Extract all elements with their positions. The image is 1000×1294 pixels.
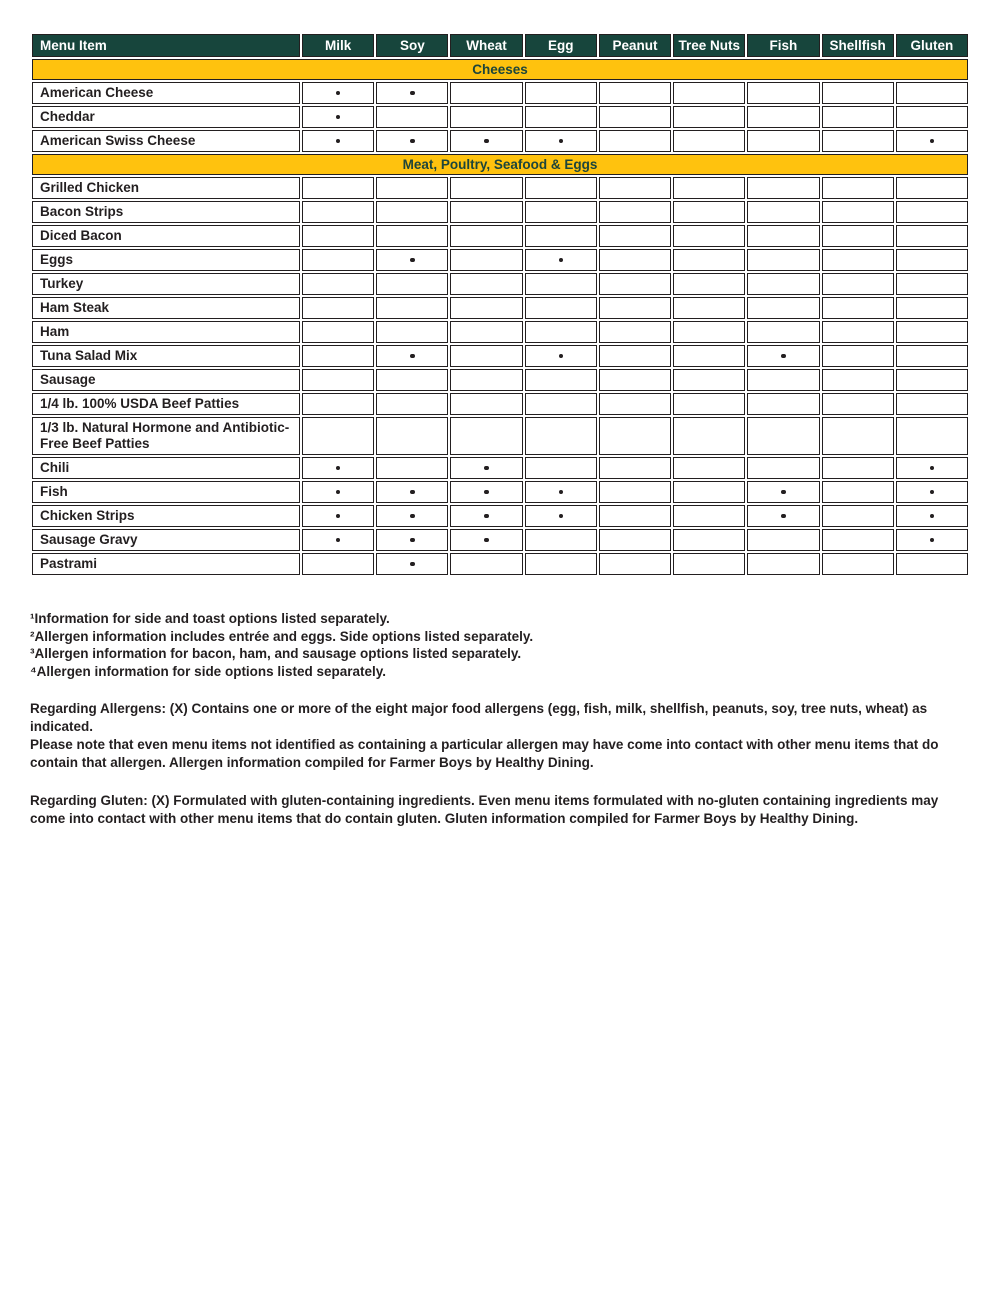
allergen-cell (896, 393, 968, 415)
allergen-cell (896, 481, 968, 503)
allergen-dot-icon (484, 538, 489, 543)
allergen-cell (673, 369, 745, 391)
footnote-3: ³Allergen information for bacon, ham, and sausage options listed separately. (30, 646, 522, 661)
allergen-table (30, 32, 970, 577)
allergen-cell (673, 505, 745, 527)
allergen-cell (302, 369, 374, 391)
allergen-cell (673, 529, 745, 551)
allergen-cell (599, 457, 671, 479)
allergen-cell (747, 553, 819, 575)
column-header-milk: Milk (302, 34, 374, 57)
allergen-cell (747, 417, 819, 455)
allergen-cell (599, 529, 671, 551)
allergen-cell (525, 393, 597, 415)
allergen-cell (599, 369, 671, 391)
allergen-cell (302, 273, 374, 295)
allergen-cell (450, 553, 522, 575)
allergen-cell (673, 201, 745, 223)
allergen-cell (747, 106, 819, 128)
allergen-dot-icon (484, 466, 489, 471)
allergen-cell (599, 321, 671, 343)
menu-item-name: Tuna Salad Mix (32, 345, 300, 367)
table-row (32, 297, 968, 319)
allergen-dot-icon (930, 139, 935, 144)
allergen-cell (450, 529, 522, 551)
allergen-dot-icon (410, 91, 415, 96)
allergen-cell (822, 553, 894, 575)
allergen-cell (747, 297, 819, 319)
allergen-cell (822, 225, 894, 247)
allergen-cell (525, 82, 597, 104)
allergen-cell (450, 106, 522, 128)
allergen-cell (673, 130, 745, 152)
notes-block (30, 610, 948, 828)
menu-item-name: Eggs (32, 249, 300, 271)
allergen-cell (747, 369, 819, 391)
allergen-cell (822, 393, 894, 415)
menu-item-name: American Cheese (32, 82, 300, 104)
allergen-cell (896, 225, 968, 247)
allergen-cell (525, 321, 597, 343)
allergen-cell (747, 457, 819, 479)
gluten-disclaimer (30, 792, 948, 828)
allergen-cell (450, 82, 522, 104)
allergen-cell (822, 106, 894, 128)
menu-item-name: 1/4 lb. 100% USDA Beef Patties (32, 393, 300, 415)
allergen-cell (376, 529, 448, 551)
allergen-dot-icon (410, 490, 415, 495)
allergen-cell (822, 201, 894, 223)
allergen-cell (673, 345, 745, 367)
allergen-dot-icon (781, 514, 786, 519)
table-row (32, 249, 968, 271)
allergen-cell (525, 297, 597, 319)
allergen-cell (896, 130, 968, 152)
column-header-peanut: Peanut (599, 34, 671, 57)
footnote-1: ¹Information for side and toast options listed separately. (30, 611, 390, 626)
allergen-cell (673, 481, 745, 503)
allergen-cell (896, 82, 968, 104)
allergen-cell (376, 505, 448, 527)
allergen-cell (376, 481, 448, 503)
table-body (32, 59, 968, 575)
allergen-cell (822, 273, 894, 295)
table-row (32, 505, 968, 527)
allergen-cell (673, 177, 745, 199)
allergen-dot-icon (336, 139, 341, 144)
allergen-cell (302, 345, 374, 367)
menu-item-name: Pastrami (32, 553, 300, 575)
table-row (32, 393, 968, 415)
menu-item-name: Turkey (32, 273, 300, 295)
allergen-dot-icon (559, 490, 564, 495)
allergen-cell (673, 273, 745, 295)
allergen-cell (599, 273, 671, 295)
table-row (32, 201, 968, 223)
allergen-cell (896, 505, 968, 527)
allergen-cell (896, 106, 968, 128)
menu-item-name: Fish (32, 481, 300, 503)
allergen-cell (302, 481, 374, 503)
allergen-cell (747, 249, 819, 271)
allergen-cell (599, 505, 671, 527)
allergen-dot-icon (930, 466, 935, 471)
allergen-cell (450, 225, 522, 247)
allergen-cell (376, 249, 448, 271)
allergen-dot-icon (410, 562, 415, 567)
allergen-cell (747, 225, 819, 247)
allergen-cell (450, 201, 522, 223)
allergen-dot-icon (336, 514, 341, 519)
allergen-dot-icon (930, 538, 935, 543)
allergen-cell (599, 481, 671, 503)
allergen-cell (673, 106, 745, 128)
allergen-cell (525, 345, 597, 367)
allergen-cell (896, 273, 968, 295)
allergen-cell (599, 130, 671, 152)
table-row (32, 177, 968, 199)
allergen-cell (376, 225, 448, 247)
table-header (32, 34, 968, 57)
allergen-cell (525, 505, 597, 527)
allergen-cell (525, 249, 597, 271)
menu-item-name: Chili (32, 457, 300, 479)
allergen-cell (376, 273, 448, 295)
column-header-egg: Egg (525, 34, 597, 57)
column-header-menu-item: Menu Item (32, 34, 300, 57)
allergen-cell (302, 505, 374, 527)
allergen-cell (896, 553, 968, 575)
table-row (32, 369, 968, 391)
allergen-dot-icon (559, 354, 564, 359)
table-row (32, 481, 968, 503)
menu-item-name: Sausage (32, 369, 300, 391)
allergen-cell (599, 177, 671, 199)
menu-item-name: American Swiss Cheese (32, 130, 300, 152)
section-row (32, 59, 968, 80)
allergen-cell (673, 225, 745, 247)
allergen-cell (673, 321, 745, 343)
header-row (32, 34, 968, 57)
allergen-cell (525, 529, 597, 551)
table-row (32, 529, 968, 551)
table-row (32, 345, 968, 367)
allergen-cell (896, 369, 968, 391)
table-row (32, 225, 968, 247)
allergen-cell (599, 106, 671, 128)
allergen-cell (525, 201, 597, 223)
allergen-cell (525, 481, 597, 503)
table-row (32, 273, 968, 295)
menu-item-name: Diced Bacon (32, 225, 300, 247)
allergen-cell (673, 457, 745, 479)
table-row (32, 130, 968, 152)
allergen-dot-icon (484, 514, 489, 519)
allergen-cell (673, 417, 745, 455)
allergen-cell (450, 273, 522, 295)
allergen-cell (376, 177, 448, 199)
table-row (32, 553, 968, 575)
table-row (32, 106, 968, 128)
allergen-cell (450, 249, 522, 271)
allergen-dot-icon (559, 139, 564, 144)
allergen-cell (822, 321, 894, 343)
allergen-cell (896, 417, 968, 455)
table-row (32, 82, 968, 104)
table-row (32, 321, 968, 343)
allergen-dot-icon (559, 514, 564, 519)
allergen-cell (599, 297, 671, 319)
allergen-cell (673, 393, 745, 415)
allergen-cell (302, 249, 374, 271)
allergen-cell (450, 417, 522, 455)
allergen-cell (822, 481, 894, 503)
allergen-cell (822, 529, 894, 551)
allergen-cell (525, 417, 597, 455)
allergen-cell (450, 505, 522, 527)
allergen-cell (302, 417, 374, 455)
allergen-cell (450, 297, 522, 319)
column-header-shellfish: Shellfish (822, 34, 894, 57)
allergen-cell (302, 130, 374, 152)
allergen-cell (302, 393, 374, 415)
allergen-cell (376, 457, 448, 479)
column-header-soy: Soy (376, 34, 448, 57)
allergen-cell (822, 297, 894, 319)
allergen-cell (302, 457, 374, 479)
allergen-dot-icon (410, 139, 415, 144)
allergen-disclaimer (30, 700, 948, 772)
allergen-cell (747, 130, 819, 152)
allergen-cell (896, 201, 968, 223)
allergen-cell (599, 249, 671, 271)
column-header-gluten: Gluten (896, 34, 968, 57)
allergen-cell (822, 369, 894, 391)
allergen-cell (747, 505, 819, 527)
allergen-cell (896, 297, 968, 319)
allergen-cell (302, 529, 374, 551)
allergen-cell (599, 201, 671, 223)
allergen-cell (376, 82, 448, 104)
allergen-cell (376, 130, 448, 152)
allergen-cell (747, 273, 819, 295)
allergen-cell (302, 201, 374, 223)
allergen-cell (376, 201, 448, 223)
menu-item-name: Grilled Chicken (32, 177, 300, 199)
allergen-dot-icon (336, 115, 341, 120)
table-row (32, 457, 968, 479)
allergen-dot-icon (410, 538, 415, 543)
allergen-cell (302, 82, 374, 104)
allergen-cell (376, 417, 448, 455)
allergen-dot-icon (930, 490, 935, 495)
allergen-cell (896, 345, 968, 367)
allergen-cell (525, 369, 597, 391)
allergen-cell (896, 321, 968, 343)
footnote-2: ²Allergen information includes entrée and eggs. Side options listed separately. (30, 628, 534, 644)
section-row (32, 154, 968, 175)
allergen-cell (747, 177, 819, 199)
allergen-cell (376, 369, 448, 391)
column-header-fish: Fish (747, 34, 819, 57)
allergen-dot-icon (336, 466, 341, 471)
allergen-dot-icon (336, 490, 341, 495)
allergen-cell (450, 345, 522, 367)
allergen-cell (302, 553, 374, 575)
allergen-cell (822, 177, 894, 199)
allergen-cell (673, 249, 745, 271)
allergen-cell (747, 529, 819, 551)
allergen-dot-icon (930, 514, 935, 519)
allergen-cell (302, 225, 374, 247)
allergen-cell (525, 177, 597, 199)
allergen-cell (822, 82, 894, 104)
allergen-cell (302, 106, 374, 128)
allergen-cell (822, 505, 894, 527)
allergen-cell (376, 321, 448, 343)
allergen-cell (673, 553, 745, 575)
menu-item-name: Bacon Strips (32, 201, 300, 223)
allergen-cell (896, 529, 968, 551)
gluten-disclaimer-line-1: Regarding Gluten: (X) Formulated with gluten-containing ingredients. Even menu items formulated with no-gluten containing ingredients may come into contact with other menu items that do contain gluten. Gluten information compiled for Farmer Boys by Healthy Dining. (30, 793, 939, 826)
allergen-cell (747, 201, 819, 223)
allergen-cell (450, 457, 522, 479)
menu-item-name: Sausage Gravy (32, 529, 300, 551)
allergen-cell (450, 321, 522, 343)
allergen-cell (376, 297, 448, 319)
column-header-wheat: Wheat (450, 34, 522, 57)
allergen-dot-icon (781, 354, 786, 359)
allergen-dot-icon (336, 538, 341, 543)
allergen-cell (376, 106, 448, 128)
allergen-cell (525, 553, 597, 575)
allergen-cell (525, 273, 597, 295)
allergen-cell (599, 553, 671, 575)
allergen-disclaimer-line-1: Regarding Allergens: (X) Contains one or more of the eight major food allergens (egg, fish, milk, shellfish, peanuts, soy, tree nuts, wheat) as indicated. (30, 701, 928, 734)
allergen-cell (822, 249, 894, 271)
allergen-cell (599, 225, 671, 247)
menu-item-name: Ham (32, 321, 300, 343)
allergen-cell (302, 297, 374, 319)
allergen-dot-icon (410, 258, 415, 263)
allergen-disclaimer-line-2: Please note that even menu items not identified as containing a particular allergen may have come into contact with other menu items that do contain that allergen. Allergen information compiled for Farmer Boys by Healthy Dining. (30, 737, 939, 770)
allergen-cell (747, 481, 819, 503)
allergen-cell (302, 177, 374, 199)
allergen-cell (822, 130, 894, 152)
allergen-cell (599, 345, 671, 367)
section-header: Meat, Poultry, Seafood & Eggs (32, 154, 968, 175)
allergen-dot-icon (410, 354, 415, 359)
allergen-cell (747, 82, 819, 104)
allergen-cell (450, 130, 522, 152)
allergen-dot-icon (781, 490, 786, 495)
allergen-cell (450, 177, 522, 199)
allergen-cell (376, 345, 448, 367)
column-header-tree-nuts: Tree Nuts (673, 34, 745, 57)
allergen-dot-icon (484, 490, 489, 495)
allergen-cell (896, 457, 968, 479)
allergen-cell (822, 345, 894, 367)
allergen-cell (599, 417, 671, 455)
allergen-cell (599, 82, 671, 104)
allergen-cell (599, 393, 671, 415)
allergen-cell (450, 481, 522, 503)
footnote-4: ⁴Allergen information for side options listed separately. (30, 663, 386, 679)
menu-item-name: Cheddar (32, 106, 300, 128)
table-row (32, 417, 968, 455)
allergen-cell (525, 457, 597, 479)
menu-item-name: Ham Steak (32, 297, 300, 319)
allergen-cell (822, 417, 894, 455)
menu-item-name: 1/3 lb. Natural Hormone and Antibiotic-Free Beef Patties (32, 417, 300, 455)
allergen-cell (450, 369, 522, 391)
allergen-cell (673, 82, 745, 104)
allergen-cell (747, 321, 819, 343)
menu-item-name: Chicken Strips (32, 505, 300, 527)
allergen-cell (896, 249, 968, 271)
allergen-dot-icon (410, 514, 415, 519)
allergen-cell (376, 553, 448, 575)
allergen-cell (376, 393, 448, 415)
allergen-cell (302, 321, 374, 343)
allergen-dot-icon (559, 258, 564, 263)
allergen-cell (525, 106, 597, 128)
allergen-cell (747, 345, 819, 367)
allergen-cell (525, 130, 597, 152)
allergen-dot-icon (484, 139, 489, 144)
allergen-cell (525, 225, 597, 247)
allergen-cell (747, 393, 819, 415)
allergen-cell (896, 177, 968, 199)
allergen-dot-icon (336, 91, 341, 96)
allergen-cell (673, 297, 745, 319)
section-header: Cheeses (32, 59, 968, 80)
allergen-cell (450, 393, 522, 415)
allergen-cell (822, 457, 894, 479)
